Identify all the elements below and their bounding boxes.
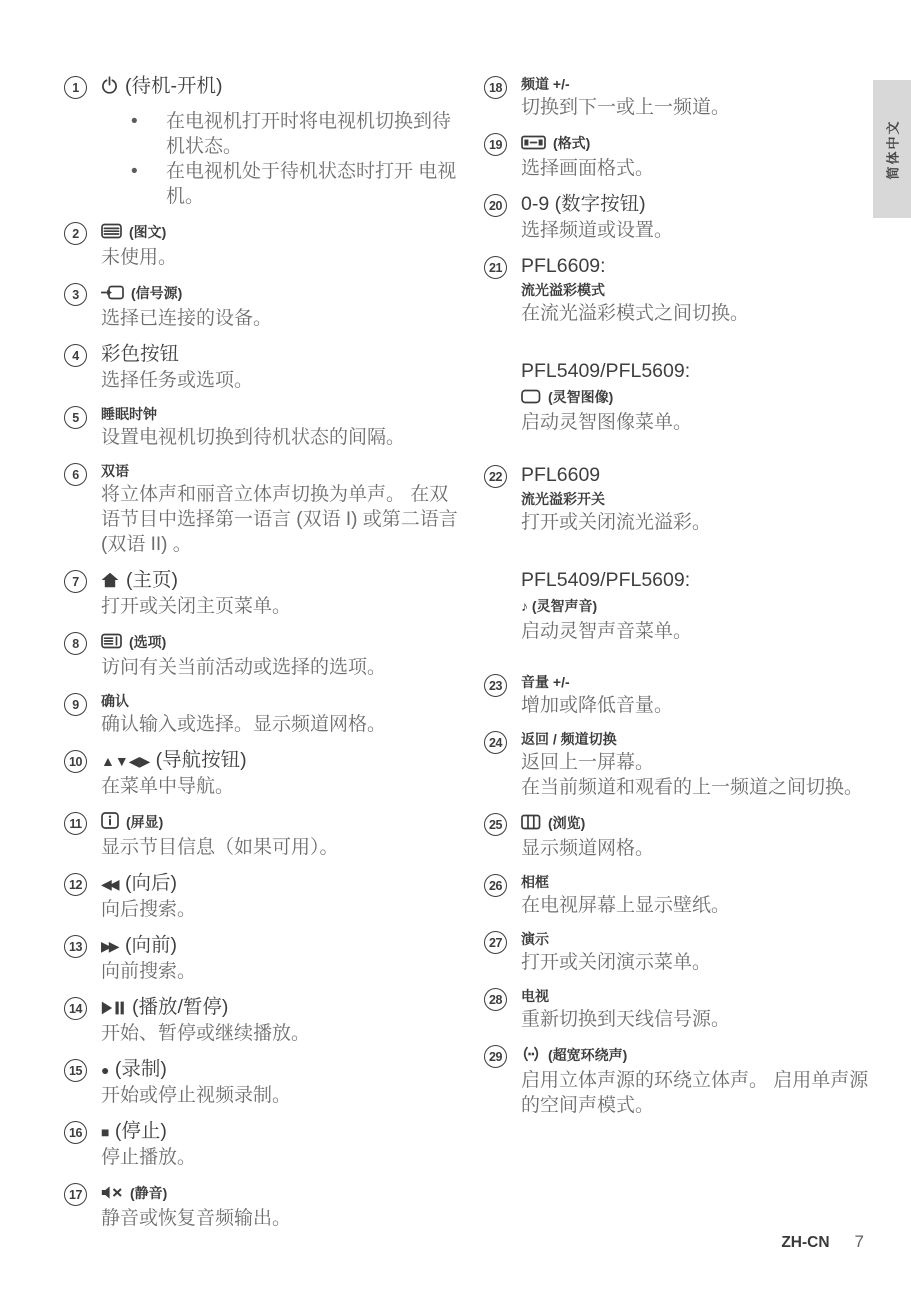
item-block — [521, 74, 880, 120]
item-number-badge: 28 — [484, 988, 507, 1011]
item-description: 打开或关闭主页菜单。 — [101, 596, 292, 617]
item-content — [521, 74, 880, 120]
manual-item-9 — [64, 691, 460, 737]
item-number-badge: 18 — [484, 76, 507, 99]
manual-item-25 — [484, 811, 880, 861]
item-content — [101, 342, 460, 393]
item-title — [521, 568, 880, 594]
home-icon — [101, 572, 119, 588]
item-title-text: 音量 +/- — [521, 674, 570, 690]
item-title — [521, 280, 880, 301]
item-description: 打开或关闭演示菜单。 — [521, 952, 712, 973]
item-description: 在菜单中导航。 — [101, 776, 235, 797]
item-description: 启动灵智声音菜单。 — [521, 621, 693, 642]
item-title — [101, 871, 460, 897]
item-title — [521, 74, 880, 95]
item-title-text: ● — [101, 1062, 110, 1078]
item-description: 重新切换到天线信号源。 — [521, 1009, 731, 1030]
manual-item-20 — [484, 192, 880, 243]
item-content — [521, 131, 880, 181]
item-description: 显示节目信息（如果可用）。 — [101, 837, 339, 858]
item-description: 启用立体声源的环绕立体声。 启用单声源的空间声模式。 — [521, 1070, 869, 1116]
item-content — [101, 933, 460, 984]
item-block — [521, 872, 880, 918]
item-title — [101, 342, 460, 368]
item-block — [101, 871, 460, 922]
item-title — [521, 359, 880, 385]
item-number-badge: 1 — [64, 76, 87, 99]
item-title-text: 流光溢彩开关 — [521, 491, 605, 507]
page-footer — [781, 1232, 864, 1252]
item-title-text: 频道 +/- — [521, 76, 570, 92]
item-block — [521, 192, 880, 243]
item-description: 在当前频道和观看的上一频道之间切换。 — [521, 777, 864, 798]
item-title-text: 0-9 (数字按钮) — [521, 193, 646, 215]
manual-item-10 — [64, 748, 460, 799]
item-title-text: PFL6609 — [521, 464, 601, 486]
item-title-text: (浏览) — [548, 815, 586, 831]
item-number-badge: 10 — [64, 750, 87, 773]
item-title-text: 睡眠时钟 — [101, 406, 157, 422]
item-title-text: ♪ — [521, 598, 532, 614]
mute-icon — [101, 1185, 123, 1200]
item-block — [521, 929, 880, 975]
item-title — [101, 1057, 460, 1083]
item-title — [101, 404, 460, 425]
item-block — [101, 630, 460, 680]
item-title — [101, 630, 460, 655]
item-title — [521, 672, 880, 693]
item-number-badge: 11 — [64, 812, 87, 835]
item-block — [521, 672, 880, 718]
source-icon — [101, 285, 124, 300]
item-title — [101, 220, 460, 245]
item-block — [101, 461, 460, 557]
item-content — [101, 630, 460, 680]
item-title-text: 演示 — [521, 931, 549, 947]
manual-item-29 — [484, 1043, 880, 1118]
item-number-badge: 21 — [484, 256, 507, 279]
bullet-marker: • — [131, 161, 138, 182]
footer-page-number: 7 — [854, 1232, 864, 1251]
item-content — [101, 74, 460, 209]
item-number-badge: 27 — [484, 931, 507, 954]
item-title-text: PFL5409/PFL5609: — [521, 569, 691, 591]
item-title-text: ■ — [101, 1124, 110, 1140]
item-number-badge: 24 — [484, 731, 507, 754]
item-block — [101, 404, 460, 450]
manual-item-5 — [64, 404, 460, 450]
item-title — [521, 463, 880, 489]
item-block — [101, 1181, 460, 1231]
teletext-icon — [101, 223, 122, 239]
item-title-text: ▶▶ — [101, 938, 117, 954]
surround-icon — [521, 1046, 541, 1062]
item-title-text: (导航按钮) — [150, 749, 247, 771]
item-description: 选择任务或选项。 — [101, 370, 254, 391]
item-title — [521, 929, 880, 950]
options-icon — [101, 633, 122, 649]
item-description: 向后搜索。 — [101, 899, 197, 920]
item-block — [521, 729, 880, 800]
item-number-badge: 23 — [484, 674, 507, 697]
manual-item-26 — [484, 872, 880, 918]
item-content — [521, 929, 880, 975]
item-description: 增加或降低音量。 — [521, 695, 674, 716]
item-title — [101, 748, 460, 774]
item-title-text: (向后) — [119, 872, 177, 894]
item-description: 未使用。 — [101, 247, 178, 268]
item-number-badge: 3 — [64, 283, 87, 306]
item-title — [521, 192, 880, 218]
manual-item-11 — [64, 810, 460, 860]
item-bullet-list — [101, 109, 460, 209]
manual-item-2 — [64, 220, 460, 270]
item-description: 显示频道网格。 — [521, 838, 655, 859]
manual-item-16 — [64, 1119, 460, 1170]
item-title-text: 返回 / 频道切换 — [521, 731, 617, 747]
item-title — [101, 691, 460, 712]
item-description: 开始、暂停或继续播放。 — [101, 1023, 311, 1044]
item-title-text: ◀◀ — [101, 876, 117, 892]
item-content — [101, 691, 460, 737]
manual-item-23 — [484, 672, 880, 718]
item-block — [101, 568, 460, 619]
item-content — [521, 729, 880, 800]
manual-item-27 — [484, 929, 880, 975]
item-description: 停止播放。 — [101, 1147, 197, 1168]
item-number-badge: 2 — [64, 222, 87, 245]
item-title — [521, 1043, 880, 1068]
item-block — [101, 1057, 460, 1108]
manual-item-7 — [64, 568, 460, 619]
item-number-badge: 25 — [484, 813, 507, 836]
item-number-badge: 9 — [64, 693, 87, 716]
item-content — [521, 872, 880, 918]
item-block — [101, 281, 460, 331]
item-block — [521, 359, 880, 435]
item-content — [521, 986, 880, 1032]
item-block — [101, 933, 460, 984]
item-description: 将立体声和丽音立体声切换为单声。 在双语节目中选择第一语言 (双语 I) 或第二语言 (双语 II) 。 — [101, 484, 458, 555]
item-content — [521, 254, 880, 435]
manual-item-13 — [64, 933, 460, 984]
item-title — [521, 872, 880, 893]
bullet-marker: • — [131, 111, 138, 132]
item-content — [101, 1181, 460, 1231]
item-title-text: (向前) — [119, 934, 177, 956]
item-number-badge: 14 — [64, 997, 87, 1020]
item-description: 选择已连接的设备。 — [101, 308, 273, 329]
item-description: 确认输入或选择。显示频道网格。 — [101, 714, 387, 735]
item-title-text: (主页) — [126, 569, 178, 591]
item-number-badge: 29 — [484, 1045, 507, 1068]
item-title-text: (超宽环绕声) — [548, 1047, 628, 1063]
item-description: 启动灵智图像菜单。 — [521, 412, 693, 433]
item-title-text: ▲▼◀▶ — [101, 753, 151, 769]
item-title-text: (图文) — [129, 224, 167, 240]
item-title — [521, 594, 880, 619]
item-block — [101, 691, 460, 737]
item-description: 向前搜索。 — [101, 961, 197, 982]
item-title — [521, 986, 880, 1007]
item-block — [101, 220, 460, 270]
item-description: 开始或停止视频录制。 — [101, 1085, 292, 1106]
item-number-badge: 17 — [64, 1183, 87, 1206]
play-pause-icon — [101, 1001, 125, 1015]
item-description: 选择画面格式。 — [521, 158, 655, 179]
item-description: 选择频道或设置。 — [521, 220, 674, 241]
item-title-text: 双语 — [101, 463, 129, 479]
bullet-item — [101, 159, 460, 209]
left-column — [64, 74, 460, 1242]
item-title-text: (灵智图像) — [548, 389, 614, 405]
item-title — [521, 811, 880, 836]
item-title-text: (静音) — [130, 1185, 168, 1201]
item-number-badge: 15 — [64, 1059, 87, 1082]
manual-item-28 — [484, 986, 880, 1032]
item-title-text: 电视 — [521, 988, 549, 1004]
manual-item-4 — [64, 342, 460, 393]
item-content — [101, 220, 460, 270]
manual-item-3 — [64, 281, 460, 331]
manual-item-1 — [64, 74, 460, 209]
item-block — [101, 1119, 460, 1170]
right-column — [484, 74, 880, 1129]
item-title-text: (屏显) — [126, 814, 164, 830]
manual-item-24 — [484, 729, 880, 800]
item-title — [521, 385, 880, 410]
item-content — [101, 404, 460, 450]
item-number-badge: 20 — [484, 194, 507, 217]
item-title — [101, 74, 460, 100]
item-title-text: (停止) — [109, 1120, 167, 1142]
item-description: 在电视屏幕上显示壁纸。 — [521, 895, 731, 916]
item-number-badge: 19 — [484, 133, 507, 156]
item-content — [101, 568, 460, 619]
item-block — [521, 254, 880, 326]
item-title-text: (录制) — [109, 1058, 167, 1080]
bullet-item — [101, 109, 460, 159]
item-number-badge: 6 — [64, 463, 87, 486]
item-block — [101, 995, 460, 1046]
item-title — [101, 933, 460, 959]
item-title-text: (灵智声音) — [531, 598, 598, 614]
item-title-text: PFL5409/PFL5609: — [521, 360, 691, 382]
item-number-badge: 7 — [64, 570, 87, 593]
item-content — [521, 1043, 880, 1118]
item-block — [521, 986, 880, 1032]
item-title — [101, 810, 460, 835]
manual-item-22 — [484, 463, 880, 644]
item-content — [521, 811, 880, 861]
manual-item-21 — [484, 254, 880, 435]
manual-item-18 — [484, 74, 880, 120]
item-number-badge: 4 — [64, 344, 87, 367]
item-title-text: (信号源) — [131, 285, 183, 301]
browse-icon — [521, 814, 541, 830]
item-description: 切换到下一或上一频道。 — [521, 97, 731, 118]
manual-item-17 — [64, 1181, 460, 1231]
manual-item-14 — [64, 995, 460, 1046]
item-content — [101, 748, 460, 799]
manual-item-19 — [484, 131, 880, 181]
item-number-badge: 8 — [64, 632, 87, 655]
item-number-badge: 26 — [484, 874, 507, 897]
item-title-text: PFL6609: — [521, 255, 606, 277]
item-description: 静音或恢复音频输出。 — [101, 1208, 292, 1229]
item-content — [101, 1057, 460, 1108]
bullet-text: 在电视机打开时将电视机切换到待机状态。 — [166, 111, 452, 157]
manual-item-6 — [64, 461, 460, 557]
item-block — [521, 131, 880, 181]
manual-item-8 — [64, 630, 460, 680]
manual-item-15 — [64, 1057, 460, 1108]
item-content — [101, 1119, 460, 1170]
item-content — [521, 672, 880, 718]
item-number-badge: 13 — [64, 935, 87, 958]
item-description: 返回上一屏幕。 — [521, 752, 655, 773]
item-title-text: 流光溢彩模式 — [521, 282, 605, 298]
power-icon — [101, 76, 118, 94]
item-title — [101, 1181, 460, 1206]
item-content — [101, 461, 460, 557]
item-title — [521, 729, 880, 750]
item-number-badge: 22 — [484, 465, 507, 488]
manual-item-12 — [64, 871, 460, 922]
item-content — [101, 995, 460, 1046]
item-title — [521, 489, 880, 510]
item-title-text: (选项) — [129, 634, 167, 650]
item-title-text: (播放/暂停) — [132, 996, 229, 1018]
item-content — [521, 192, 880, 243]
item-title-text: 彩色按钮 — [101, 343, 180, 365]
item-title — [521, 131, 880, 156]
item-number-badge: 16 — [64, 1121, 87, 1144]
language-side-tab — [873, 80, 911, 218]
info-icon — [101, 812, 119, 829]
item-title-text: (格式) — [553, 135, 591, 151]
item-content — [101, 871, 460, 922]
item-title — [101, 281, 460, 306]
smart-picture-icon — [521, 389, 541, 404]
item-number-badge: 5 — [64, 406, 87, 429]
item-block — [521, 463, 880, 535]
footer-language-code: ZH-CN — [781, 1234, 830, 1251]
item-title — [101, 568, 460, 594]
item-description: 打开或关闭流光溢彩。 — [521, 512, 712, 533]
item-block — [101, 748, 460, 799]
item-block — [101, 810, 460, 860]
bullet-text: 在电视机处于待机状态时打开 电视机。 — [166, 161, 457, 207]
format-icon — [521, 135, 546, 150]
item-block — [101, 342, 460, 393]
item-title-text: (待机-开机) — [125, 75, 223, 97]
item-content — [101, 281, 460, 331]
item-block — [521, 568, 880, 644]
item-content — [521, 463, 880, 644]
item-title — [101, 461, 460, 482]
item-description: 访问有关当前活动或选择的选项。 — [101, 657, 387, 678]
item-title — [521, 254, 880, 280]
item-title-text: 确认 — [101, 693, 129, 709]
item-title — [101, 995, 460, 1021]
item-content — [101, 810, 460, 860]
item-description: 在流光溢彩模式之间切换。 — [521, 303, 750, 324]
language-tab-label: 简体中文 — [885, 118, 901, 180]
item-title — [101, 1119, 460, 1145]
item-block — [521, 811, 880, 861]
item-description: 设置电视机切换到待机状态的间隔。 — [101, 427, 406, 448]
item-block — [521, 1043, 880, 1118]
item-block — [101, 74, 460, 209]
item-number-badge: 12 — [64, 873, 87, 896]
item-title-text: 相框 — [521, 874, 549, 890]
